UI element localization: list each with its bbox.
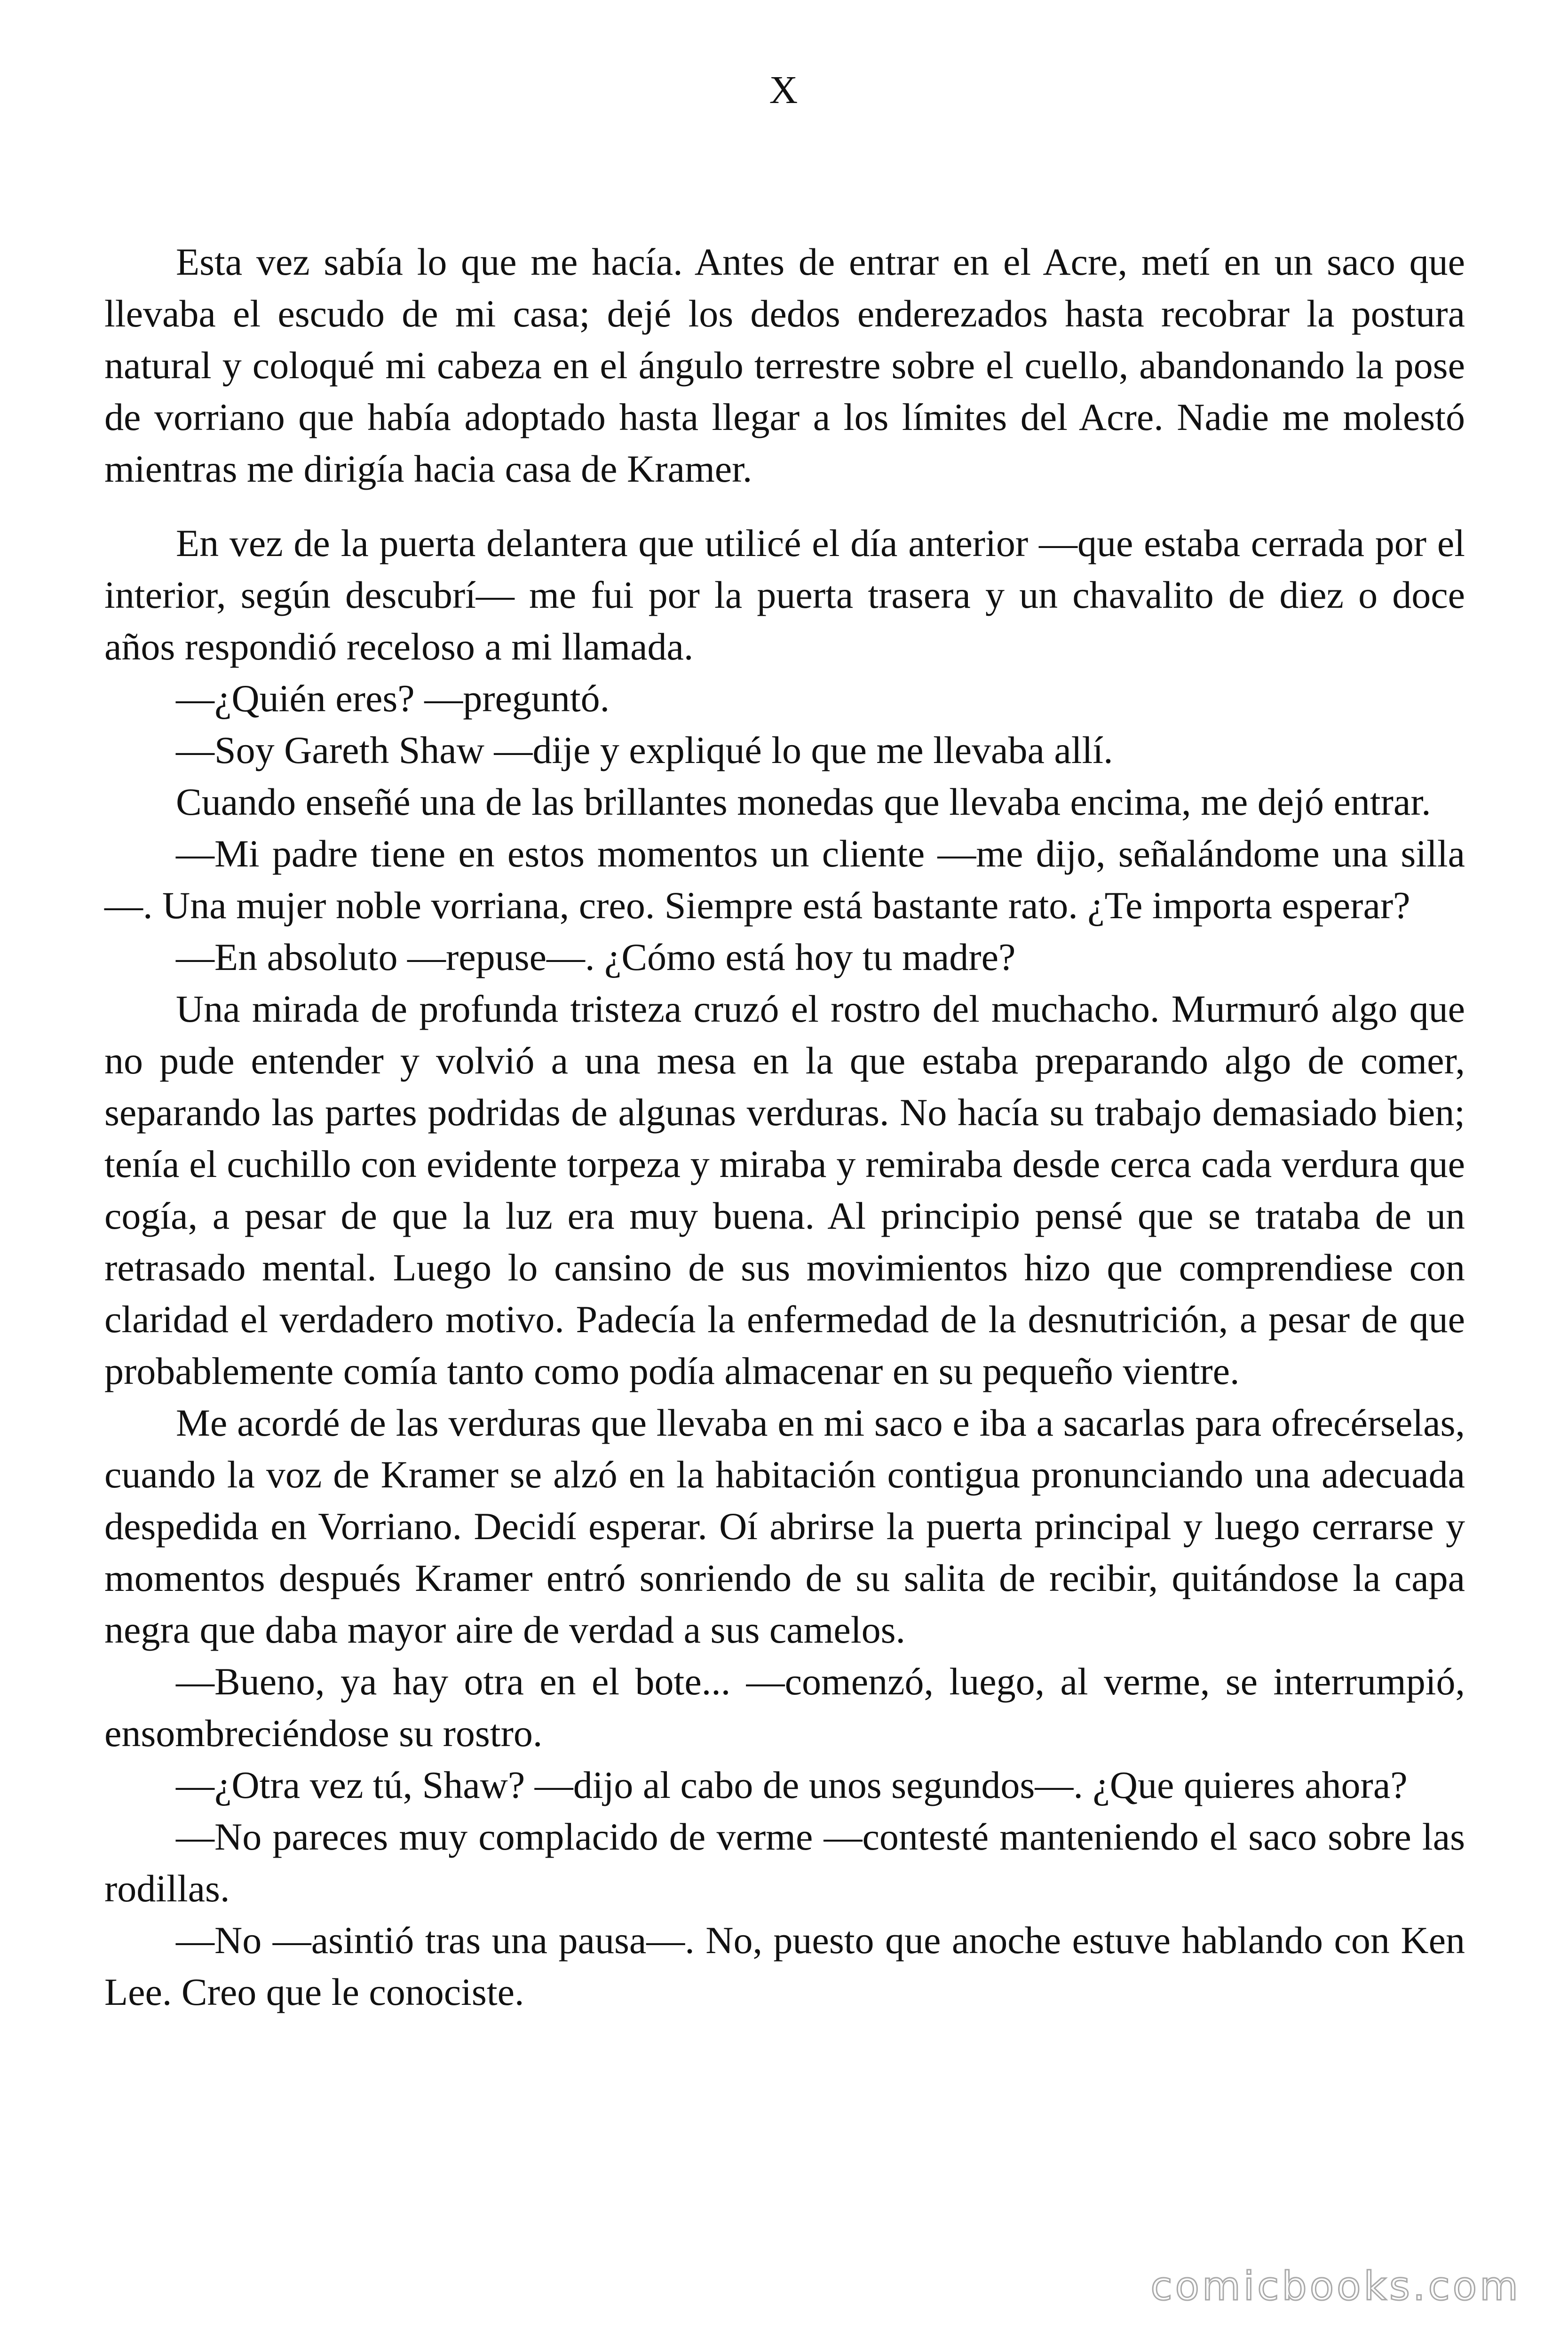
paragraph: —No pareces muy complacido de verme —contesté manteniendo el saco sobre las rodillas.: [104, 1815, 1465, 1910]
paragraph: Cuando enseñé una de las brillantes monedas que llevaba encima, me dejó entrar.: [176, 780, 1431, 823]
paragraph: En vez de la puerta delantera que utilicé el día anterior —que estaba cerrada por el interior, según descubrí— me fui por la puerta trasera y un chavalito de diez o doce años respondió receloso a mi llamada.: [104, 522, 1465, 668]
paragraph: —¿Otra vez tú, Shaw? —dijo al cabo de unos segundos—. ¿Que quieres ahora?: [176, 1764, 1408, 1806]
paragraph: —En absoluto —repuse—. ¿Cómo está hoy tu madre?: [176, 936, 1016, 978]
paragraph: Esta vez sabía lo que me hacía. Antes de entrar en el Acre, metí en un saco que llevaba el escudo de mi casa; dejé los dedos enderezados hasta recobrar la postura natural y coloqué mi cabeza en el ángulo terrestre sobre el cuello, abandonando la pose de vorriano que había adoptado hasta llegar a los límites del Acre. Nadie me molestó mientras me dirigía hacia casa de Kramer.: [104, 240, 1465, 490]
paragraph: —Soy Gareth Shaw —dije y expliqué lo que me llevaba allí.: [176, 729, 1113, 771]
paragraph: —Bueno, ya hay otra en el bote... —comenzó, luego, al verme, se interrumpió, ensombreciéndose su rostro.: [104, 1660, 1465, 1755]
paragraph: Me acordé de las verduras que llevaba en mi saco e iba a sacarlas para ofrecérselas, cuando la voz de Kramer se alzó en la habitación contigua pronunciando una adecuada despedida en Vorriano. Decidí esperar. Oí abrirse la puerta principal y luego cerrarse y momentos después Kramer entró sonriendo de su salita de recibir, quitándose la capa negra que daba mayor aire de verdad a sus camelos.: [104, 1401, 1465, 1651]
watermark: comicbooks.com: [1150, 2263, 1521, 2309]
paragraph: —Mi padre tiene en estos momentos un cliente —me dijo, señalándome una silla—. Una mujer noble vorriana, creo. Siempre está bastante rato. ¿Te importa esperar?: [104, 832, 1465, 927]
paragraph: —No —asintió tras una pausa—. No, puesto que anoche estuve hablando con Ken Lee. Creo que le conociste.: [104, 1919, 1465, 2013]
paragraph: Una mirada de profunda tristeza cruzó el rostro del muchacho. Murmuró algo que no pude entender y volvió a una mesa en la que estaba preparando algo de comer, separando las partes podridas de algunas verduras. No hacía su trabajo demasiado bien; tenía el cuchillo con evidente torpeza y miraba y remiraba desde cerca cada verdura que cogía, a pesar de que la luz era muy buena. Al principio pensé que se trataba de un retrasado mental. Luego lo cansino de sus movimientos hizo que comprendiese con claridad el verdadero motivo. Padecía la enfermedad de la desnutrición, a pesar de que probablemente comía tanto como podía almacenar en su pequeño vientre.: [104, 987, 1465, 1392]
chapter-heading: X: [769, 68, 799, 112]
body-text: [104, 236, 1465, 2018]
paragraph: —¿Quién eres? —preguntó.: [176, 677, 610, 720]
